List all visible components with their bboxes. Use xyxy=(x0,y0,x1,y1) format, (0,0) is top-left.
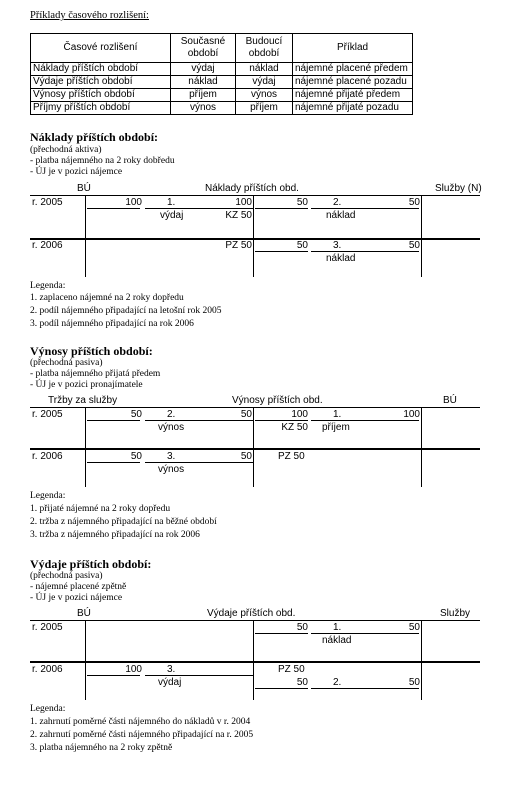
legend-item: 3. podíl nájemného připadající na rok 2006 xyxy=(30,319,194,329)
entry-label: výdaj xyxy=(160,210,184,221)
entry-label: náklad xyxy=(326,210,356,221)
table-header: Příklad xyxy=(293,34,413,63)
year-label: r. 2005 xyxy=(32,409,63,420)
table-header: Časové rozlišení xyxy=(31,34,171,63)
table-cell: náklad xyxy=(171,76,236,89)
account-name: Náklady příštích obd. xyxy=(205,183,299,194)
section-note: (přechodná pasiva) xyxy=(30,571,103,581)
legend-item: 1. zaplaceno nájemné na 2 roky dopředu xyxy=(30,293,184,303)
entry-label: výnos xyxy=(158,464,185,475)
entry-number: 2. xyxy=(333,197,342,208)
closing-balance: KZ 50 xyxy=(225,210,252,221)
amount: 50 xyxy=(240,409,252,420)
page-title: Příklady časového rozlišení: xyxy=(30,10,149,21)
entry-label: výdaj xyxy=(158,677,182,688)
account-name: BÚ xyxy=(77,608,91,619)
table-cell: náklad xyxy=(236,63,293,76)
entry-number: 3. xyxy=(333,240,342,251)
entry-underline xyxy=(87,462,140,463)
entry-underline xyxy=(311,208,419,209)
t-account-divider xyxy=(253,195,254,277)
t-account-line xyxy=(30,407,480,408)
entry-number: 2. xyxy=(167,409,176,420)
table-cell: Náklady příštích období xyxy=(31,63,171,76)
entry-underline xyxy=(311,420,419,421)
amount: 50 xyxy=(240,451,252,462)
amount: 50 xyxy=(296,677,308,688)
year-separator xyxy=(30,661,480,663)
table-cell: nájemné placené předem xyxy=(293,63,413,76)
table-cell: nájemné přijaté pozadu xyxy=(293,102,413,115)
table-cell: nájemné placené pozadu xyxy=(293,76,413,89)
section-heading: Výnosy příštích období: xyxy=(30,344,153,358)
t-account-divider xyxy=(421,195,422,277)
table-cell: nájemné přijaté předem xyxy=(293,89,413,102)
account-name: Služby xyxy=(440,608,471,619)
table-cell: Výnosy příštích období xyxy=(31,89,171,102)
entry-number: 2. xyxy=(333,677,342,688)
t-account-line xyxy=(30,620,480,621)
entry-label: náklad xyxy=(322,635,352,646)
entry-label: příjem xyxy=(322,422,350,433)
entry-underline xyxy=(145,462,253,463)
year-label: r. 2006 xyxy=(32,451,63,462)
section-note: - ÚJ je v pozici pronajímatele xyxy=(30,380,143,390)
t-account-divider xyxy=(421,407,422,487)
amount: 50 xyxy=(130,409,142,420)
entry-underline xyxy=(255,208,308,209)
entry-underline xyxy=(87,208,140,209)
entry-underline xyxy=(311,251,419,252)
section-heading: Náklady příštích období: xyxy=(30,130,159,144)
entry-number: 1. xyxy=(167,197,176,208)
section-note: (přechodná aktiva) xyxy=(30,145,102,155)
entry-underline xyxy=(311,688,419,689)
table-cell: Výdaje příštích období xyxy=(31,76,171,89)
account-name: Služby (N) xyxy=(435,183,482,194)
legend-item: 2. tržba z nájemného připadající na běžné období xyxy=(30,517,217,527)
legend-title: Legenda: xyxy=(30,491,66,501)
section-note: - nájemné placené zpětně xyxy=(30,582,127,592)
table-cell: výdaj xyxy=(236,76,293,89)
entry-number: 3. xyxy=(167,451,176,462)
legend-item: 2. zahrnutí poměrné části nájemného připadající na r. 2005 xyxy=(30,730,254,740)
opening-balance: PZ 50 xyxy=(278,664,305,675)
table-cell: výdaj xyxy=(171,63,236,76)
year-label: r. 2005 xyxy=(32,197,63,208)
legend-item: 2. podíl nájemného připadající na letošní rok 2005 xyxy=(30,306,222,316)
entry-number: 1. xyxy=(333,622,342,633)
entry-underline xyxy=(145,675,253,676)
legend-item: 1. přijaté nájemné na 2 roky dopředu xyxy=(30,504,171,514)
entry-underline xyxy=(255,420,308,421)
t-account-divider xyxy=(85,195,86,277)
amount: 100 xyxy=(291,409,308,420)
amount: 50 xyxy=(296,240,308,251)
amount: 50 xyxy=(408,677,420,688)
table-header: Budoucí období xyxy=(236,34,293,63)
table-row xyxy=(31,89,413,102)
year-label: r. 2006 xyxy=(32,664,63,675)
legend-item: 1. zahrnutí poměrné části nájemného do nákladů v r. 2004 xyxy=(30,717,251,727)
amount: 50 xyxy=(408,197,420,208)
amount: 100 xyxy=(125,197,142,208)
table-cell: příjem xyxy=(171,89,236,102)
account-name: BÚ xyxy=(443,395,457,406)
t-account-divider xyxy=(85,620,86,700)
entry-label: náklad xyxy=(326,253,356,264)
section-heading: Výdaje příštích období: xyxy=(30,557,152,571)
amount: 100 xyxy=(403,409,420,420)
table-cell: Příjmy příštích období xyxy=(31,102,171,115)
entry-underline xyxy=(255,633,308,634)
table-header-row xyxy=(31,34,413,63)
entry-underline xyxy=(87,420,140,421)
section-note: (přechodná pasiva) xyxy=(30,358,103,368)
section-note: - platba nájemného přijatá předem xyxy=(30,369,161,379)
entry-underline xyxy=(255,688,308,689)
opening-balance: PZ 50 xyxy=(225,240,252,251)
account-name: Tržby za služby xyxy=(48,395,118,406)
table-cell: výnos xyxy=(236,89,293,102)
entry-label: výnos xyxy=(158,422,185,433)
table-cell: příjem xyxy=(236,102,293,115)
table-cell: výnos xyxy=(171,102,236,115)
t-account-divider xyxy=(253,407,254,487)
t-account-divider xyxy=(253,620,254,700)
t-account-divider xyxy=(421,620,422,700)
account-name: Výnosy příštích obd. xyxy=(232,395,323,406)
amount: 50 xyxy=(408,240,420,251)
summary-table xyxy=(30,33,413,115)
account-name: BÚ xyxy=(77,183,91,194)
entry-underline xyxy=(311,633,419,634)
section-note: - platba nájemného na 2 roky dobředu xyxy=(30,156,175,166)
amount: 100 xyxy=(125,664,142,675)
entry-underline xyxy=(145,420,253,421)
amount: 50 xyxy=(296,622,308,633)
t-account-line xyxy=(30,195,480,196)
t-account-divider xyxy=(85,407,86,487)
entry-underline xyxy=(145,208,253,209)
amount: 50 xyxy=(130,451,142,462)
entry-underline xyxy=(87,675,140,676)
year-label: r. 2006 xyxy=(32,240,63,251)
year-label: r. 2005 xyxy=(32,622,63,633)
entry-number: 1. xyxy=(333,409,342,420)
legend-title: Legenda: xyxy=(30,281,66,291)
entry-number: 3. xyxy=(167,664,176,675)
legend-item: 3. tržba z nájemného připadající na rok 2006 xyxy=(30,530,200,540)
table-row xyxy=(31,102,413,115)
year-separator xyxy=(30,448,480,450)
table-row xyxy=(31,63,413,76)
table-header: Současné období xyxy=(171,34,236,63)
amount: 50 xyxy=(408,622,420,633)
amount: 50 xyxy=(296,197,308,208)
opening-balance: PZ 50 xyxy=(278,451,305,462)
legend-title: Legenda: xyxy=(30,704,66,714)
entry-underline xyxy=(255,251,308,252)
legend-item: 3. platba nájemného na 2 roky zpětně xyxy=(30,743,173,753)
table-row xyxy=(31,76,413,89)
section-note: - ÚJ je v pozici nájemce xyxy=(30,593,123,603)
account-name: Výdaje příštích obd. xyxy=(207,608,296,619)
closing-balance: KZ 50 xyxy=(281,422,308,433)
amount: 100 xyxy=(235,197,252,208)
section-note: - ÚJ je v pozici nájemce xyxy=(30,167,123,177)
